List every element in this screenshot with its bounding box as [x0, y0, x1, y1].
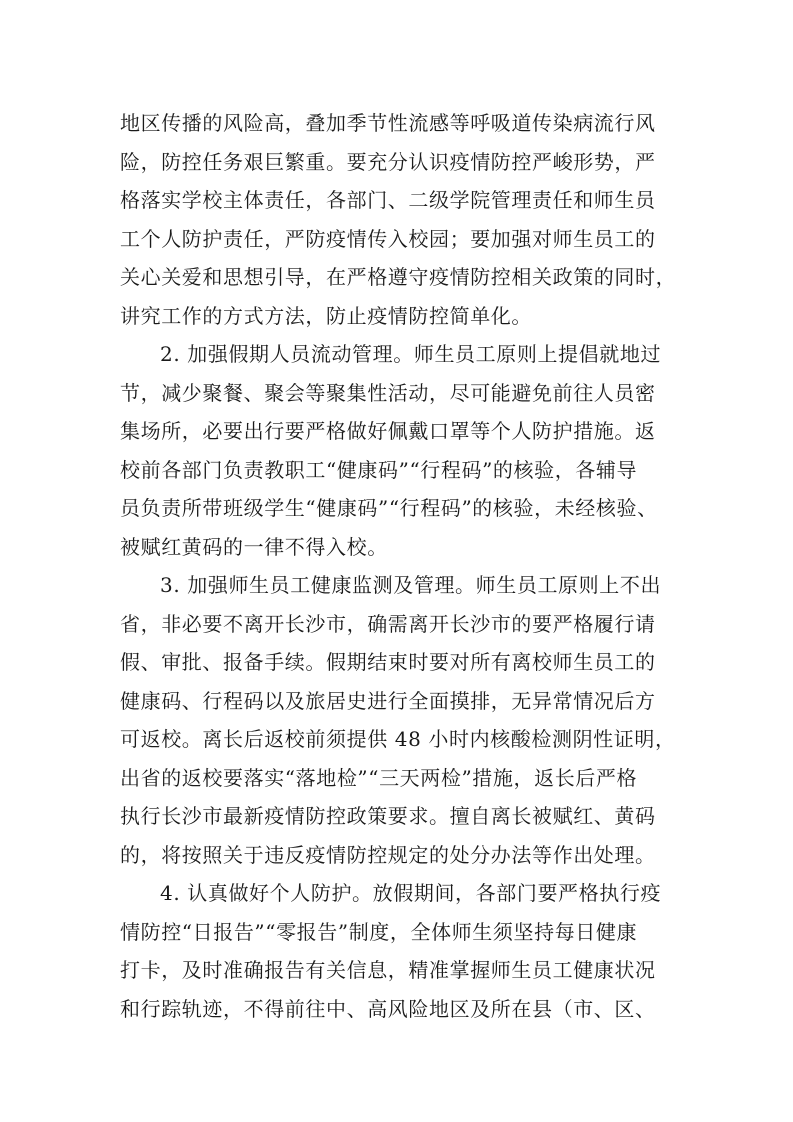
text-line: 关心关爱和思想引导，在严格遵守疫情防控相关政策的同时， [120, 265, 677, 289]
text-line: 讲究工作的方式方法，防止疫情防控简单化。 [120, 303, 532, 328]
text-line: 校前各部门负责教职工“健康码”“行程码”的核验，各辅导 [120, 457, 638, 482]
text-line: 的，将按照关于违反疫情防控规定的处分办法等作出处理。 [120, 842, 656, 867]
text-line: 打卡，及时准确报告有关信息，精准掌握师生员工健康状况 [120, 958, 656, 982]
text-line: 集场所，必要出行要严格做好佩戴口罩等个人防护措施。返 [120, 419, 656, 443]
text-line: 出省的返校要落实“落地检”“三天两检”措施，返长后严格 [120, 765, 638, 790]
text-line: 和行踪轨迹，不得前往中、高风险地区及所在县（市、区、 [120, 996, 656, 1021]
text-line: 可返校。离长后返校前须提供 48 小时内核酸检测阴性证明， [120, 727, 676, 751]
paragraph-first-line: 3. 加强师生员工健康监测及管理。师生员工原则上不出 [160, 573, 662, 597]
text-line: 被赋红黄码的一律不得入校。 [120, 534, 388, 559]
text-line: 情防控“日报告”“零报告”制度，全体师生须坚持每日健康 [120, 919, 638, 944]
text-line: 工个人防护责任，严防疫情传入校园；要加强对师生员工的 [120, 226, 656, 251]
text-line: 执行长沙市最新疫情防控政策要求。擅自离长被赋红、黄码 [120, 804, 656, 828]
text-line: 地区传播的风险高，叠加季节性流感等呼吸道传染病流行风 [120, 111, 656, 135]
text-line: 健康码、行程码以及旅居史进行全面摸排，无异常情况后方 [120, 688, 656, 713]
text-line: 省，非必要不离开长沙市，确需离开长沙市的要严格履行请 [120, 611, 656, 636]
text-line: 格落实学校主体责任，各部门、二级学院管理责任和师生员 [120, 188, 656, 212]
text-line: 险，防控任务艰巨繁重。要充分认识疫情防控严峻形势，严 [120, 149, 656, 174]
document-body [120, 104, 680, 1028]
text-line: 员负责所带班级学生“健康码”“行程码”的核验，未经核验、 [120, 496, 658, 520]
text-line: 节，减少聚餐、聚会等聚集性活动，尽可能避免前往人员密 [120, 380, 656, 405]
text-line: 假、审批、报备手续。假期结束时要对所有离校师生员工的 [120, 650, 656, 674]
paragraph-first-line: 2. 加强假期人员流动管理。师生员工原则上提倡就地过 [160, 342, 662, 366]
paragraph-first-line: 4. 认真做好个人防护。放假期间，各部门要严格执行疫 [160, 881, 662, 905]
